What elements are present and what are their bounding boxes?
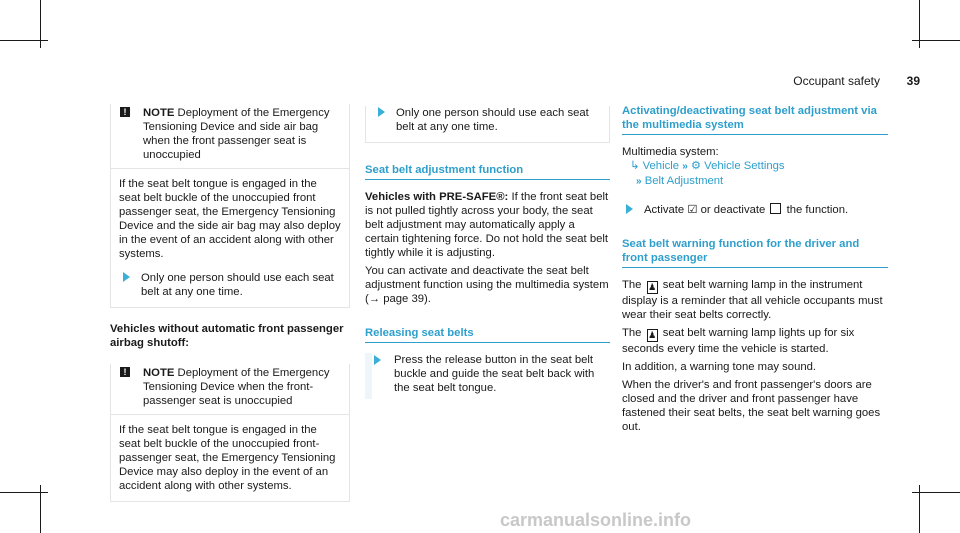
step-text: Only one person should use each seat belt at any one time. <box>396 107 589 133</box>
section-title: Occupant safety <box>793 74 880 88</box>
note-box <box>110 364 350 502</box>
section-heading: Activating/deactivating seat belt adjustment via the multimedia system <box>622 104 888 135</box>
step-text: the function. <box>786 204 849 216</box>
menu-item-vehicle-settings: Vehicle Settings <box>704 160 785 172</box>
column-left <box>110 104 350 502</box>
step-text: or deactivate <box>700 204 766 216</box>
unchecked-box-icon <box>770 203 781 214</box>
column-middle <box>365 104 610 399</box>
chevron-icon: » <box>636 176 642 187</box>
crop-mark <box>0 492 48 493</box>
step-arrow-icon <box>378 107 385 117</box>
menu-item-vehicle: Vehicle <box>642 160 680 172</box>
checked-box-icon: ☑ <box>687 204 698 216</box>
step-arrow-icon <box>123 272 130 282</box>
chevron-icon: » <box>682 161 688 172</box>
system-label: Multimedia system: <box>622 146 719 158</box>
paragraph: In addition, a warning tone may sound. <box>622 361 817 373</box>
text: The <box>622 279 642 291</box>
step-text: Only one person should use each seat belt at any one time. <box>141 272 334 298</box>
menu-path <box>622 174 888 189</box>
instruction-step <box>119 271 341 299</box>
warning-icon: ! <box>120 107 130 117</box>
note-body <box>111 414 349 501</box>
watermark: carmanualsonline.info <box>500 510 692 530</box>
note-body <box>111 168 349 307</box>
crop-mark <box>912 492 960 493</box>
note-text: If the seat belt tongue is engaged in the seat belt buckle of the unoccupied front-passenger seat, the Emergency Tensioning Device may also deploy in the event of an accident along with other systems. <box>119 424 336 492</box>
section-heading: Releasing seat belts <box>365 326 610 343</box>
menu-item-belt-adjustment: Belt Adjustment <box>644 175 724 187</box>
crop-mark <box>0 40 48 41</box>
section-heading: Seat belt warning function for the driver and front passenger <box>622 237 888 268</box>
instruction-step <box>374 106 601 134</box>
warning-icon: ! <box>120 367 130 377</box>
return-arrow-icon: ↳ <box>630 160 640 172</box>
settings-icon: ⚙ <box>690 160 702 172</box>
column-right <box>622 104 888 434</box>
paragraph: When the driver's and front passenger's doors are closed and the driver and front passenger have fastened their seat belts, the seat belt warning goes out. <box>622 379 881 433</box>
instruction-step <box>622 203 888 217</box>
step-text: Press the release button in the seat belt buckle and guide the seat belt back with the seat belt tongue. <box>394 354 595 394</box>
crop-mark <box>912 40 960 41</box>
note-header <box>111 104 349 168</box>
subheading: Vehicles without automatic front passenger airbag shutoff: <box>110 323 344 349</box>
seat-belt-warning-icon: ♟ <box>648 330 657 340</box>
text: seat belt warning lamp in the instrument display is a reminder that all vehicle occupants must wear their seat belts correctly. <box>622 279 883 321</box>
note-title: NOTE <box>143 107 175 119</box>
note-header-text: Deployment of the Emergency Tensioning Device when the front-passenger seat is unoccupied <box>143 367 330 407</box>
note-text: If the seat belt tongue is engaged in the seat belt buckle of the unoccupied front passenger seat, the Emergency Tensioning Device and the side air bag may also deploy in the event of an accident along with other systems. <box>119 178 341 260</box>
step-arrow-icon <box>626 204 633 214</box>
paragraph: You can activate and deactivate the seat belt adjustment function using the multimedia system (→ page 39). <box>365 265 609 305</box>
note-header-text: Deployment of the Emergency Tensioning Device and side air bag when the front passenger seat is unoccupied <box>143 107 330 161</box>
menu-path <box>622 159 888 174</box>
note-box <box>110 104 350 308</box>
step-text: Activate <box>644 204 685 216</box>
instruction-step <box>365 353 610 399</box>
paragraph <box>622 326 888 356</box>
pre-safe-text: If the front seat belt is not pulled tightly across your body, the seat belt adjustment may automatically apply a certain tightening force. Do not hold the seat belt tightly while it is adjusting. <box>365 191 609 259</box>
note-header <box>111 364 349 414</box>
note-title: NOTE <box>143 367 175 379</box>
paragraph <box>622 278 888 322</box>
paragraph <box>365 190 610 260</box>
seat-belt-warning-icon: ♟ <box>648 282 657 292</box>
page-number: 39 <box>906 74 920 88</box>
step-arrow-icon <box>374 355 381 365</box>
note-continuation <box>365 106 610 143</box>
pre-safe-label: Vehicles with PRE-SAFE®: <box>365 191 509 203</box>
text: The <box>622 327 642 339</box>
section-heading: Seat belt adjustment function <box>365 163 610 180</box>
text: seat belt warning lamp lights up for six seconds every time the vehicle is started. <box>622 327 855 355</box>
